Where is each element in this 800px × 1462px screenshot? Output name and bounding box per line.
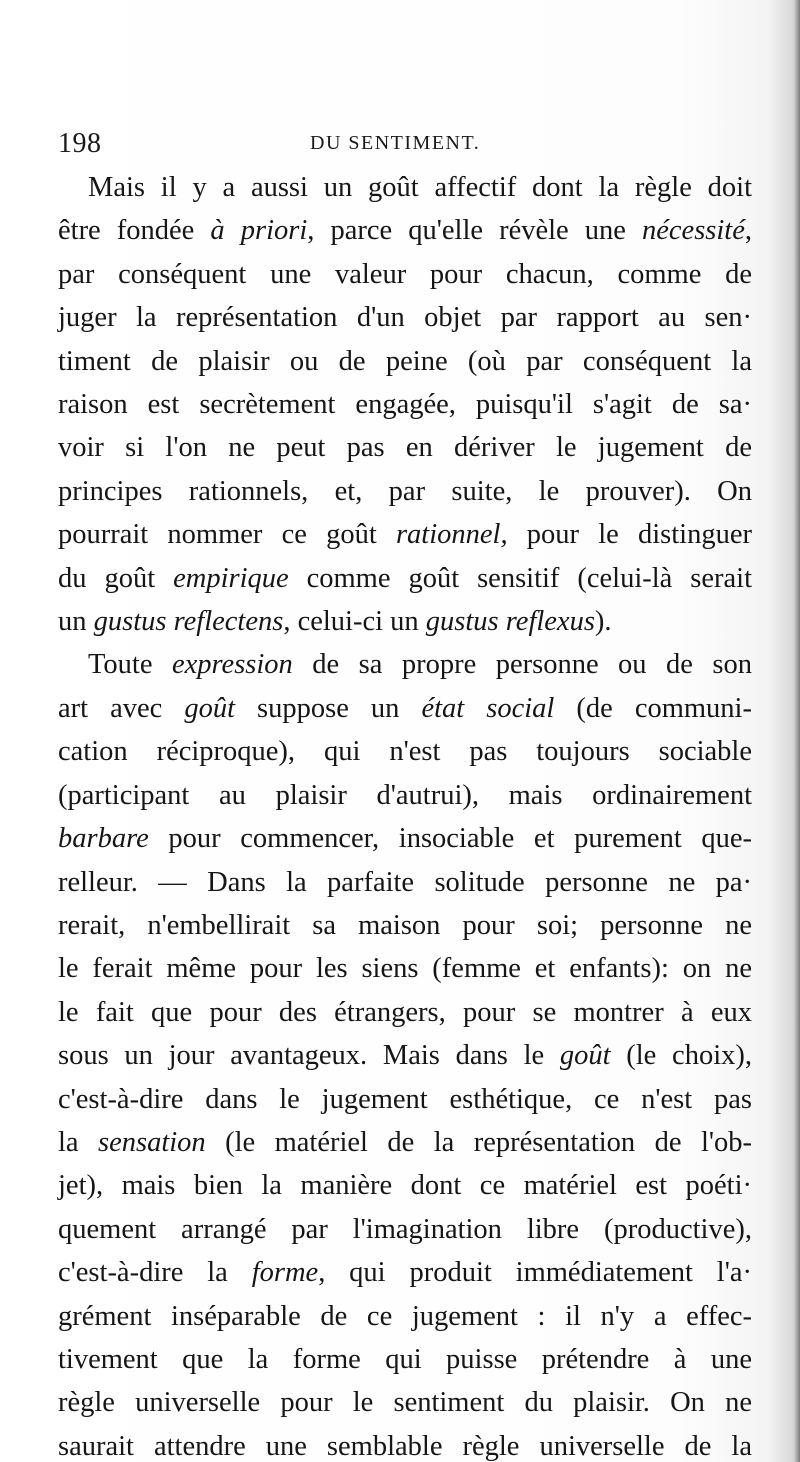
text-line: le ferait même pour les siens (femme et enfants): on ne xyxy=(58,953,752,985)
text-line: grément inséparable de ce jugement : il n'y a effec- xyxy=(58,1300,752,1332)
text-line: c'est-à-dire la forme, qui produit immédiatement l'a· xyxy=(58,1257,752,1289)
text-line: voir si l'on ne peut pas en dériver le jugement de xyxy=(58,432,752,464)
text-line: c'est-à-dire dans le jugement esthétique, ce n'est pas xyxy=(58,1083,752,1115)
text-line: règle universelle pour le sentiment du plaisir. On ne xyxy=(58,1387,752,1419)
text-line: raison est secrètement engagée, puisqu'il s'agit de sa· xyxy=(58,389,752,421)
text-line: principes rationnels, et, par suite, le prouver). On xyxy=(58,475,752,507)
text-line: Mais il y a aussi un goût affectif dont la règle doit xyxy=(88,172,752,203)
page-header xyxy=(58,128,748,160)
text-line: pourrait nommer ce goût rationnel, pour le distinguer xyxy=(58,519,752,551)
text-line: être fondée à priori, parce qu'elle révèle une nécessité, xyxy=(58,215,752,247)
text-line: la sensation (le matériel de la représentation de l'ob- xyxy=(58,1126,752,1158)
page-number: 198 xyxy=(58,128,102,159)
text-line: art avec goût suppose un état social (de communi- xyxy=(58,692,752,724)
text-line: sous un jour avantageux. Mais dans le goût (le choix), xyxy=(58,1040,752,1072)
body-text xyxy=(58,166,752,1462)
text-line: un gustus reflectens, celui-ci un gustus reflexus). xyxy=(58,606,612,638)
text-line: saurait attendre une semblable règle universelle de la xyxy=(58,1430,752,1462)
text-line: quement arrangé par l'imagination libre (productive), xyxy=(58,1213,752,1245)
text-line: juger la représentation d'un objet par rapport au sen· xyxy=(58,302,752,334)
text-line: par conséquent une valeur pour chacun, comme de xyxy=(58,258,752,290)
text-line: relleur. — Dans la parfaite solitude personne ne pa· xyxy=(58,866,752,898)
text-line: Toute expression de sa propre personne ou de son xyxy=(88,649,752,681)
text-line: jet), mais bien la manière dont ce matériel est poéti· xyxy=(58,1170,752,1202)
page-edge-shadow xyxy=(794,0,800,1462)
text-line: tivement que la forme qui puisse prétendre à une xyxy=(58,1343,752,1375)
text-line: rerait, n'embellirait sa maison pour soi; personne ne xyxy=(58,909,752,941)
text-line: barbare pour commencer, insociable et purement que- xyxy=(58,823,752,855)
text-line: timent de plaisir ou de peine (où par conséquent la xyxy=(58,345,752,377)
text-line: (participant au plaisir d'autrui), mais ordinairement xyxy=(58,779,752,811)
running-head: DU SENTIMENT. xyxy=(310,132,481,154)
text-line: le fait que pour des étrangers, pour se montrer à eux xyxy=(58,996,752,1028)
text-line: du goût empirique comme goût sensitif (celui-là serait xyxy=(58,562,752,594)
text-line: cation réciproque), qui n'est pas toujours sociable xyxy=(58,736,752,768)
